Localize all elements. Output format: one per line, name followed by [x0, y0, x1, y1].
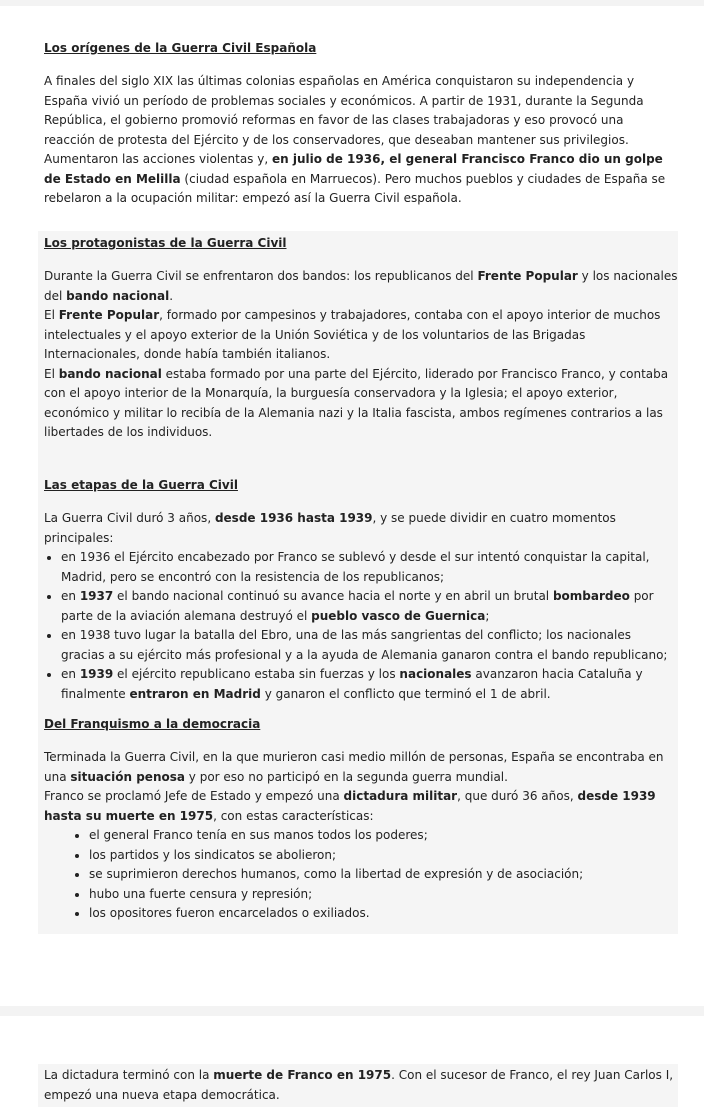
section-stages	[44, 476, 678, 704]
bold-text: en julio de 1936, el general Francisco Franco dio un golpe de Estado en Melilla	[44, 152, 663, 186]
list-item: • en 1937 el bando nacional continuó su avance hacia el norte y en abril un brutal bombardeo por parte de la aviación alemana destruyó el pueblo vasco de Guernica;	[61, 587, 678, 626]
section-title: Del Franquismo a la democracia	[44, 717, 261, 731]
paragraph: A finales del siglo XIX las últimas colonias españolas en América conquistaron su independencia y España vivió un período de problemas sociales y económicos. A partir de 1931, durante la Segunda República, el gobierno promovió reformas en favor de las clases trabajadoras y eso provocó una reacción de protesta del Ejército y de los conservadores, que deseaban mantener sus privilegios. Aumentaron las acciones violentas y, en julio de 1936, el general Francisco Franco dio un golpe de Estado en Melilla (ciudad española en Marruecos). Pero muchos pueblos y ciudades de España se rebelaron a la ocupación militar: empezó así la Guerra Civil española.	[44, 74, 666, 205]
paragraph: Durante la Guerra Civil se enfrentaron dos bandos: los republicanos del Frente Popular y los nacionales del bando nacional.	[44, 269, 678, 303]
bold-text: entraron en Madrid	[129, 686, 261, 701]
list-item: • los opositores fueron encarcelados o exiliados.	[89, 904, 678, 924]
section-title: Los orígenes de la Guerra Civil Española	[44, 41, 317, 55]
bold-text: dictadura militar	[343, 789, 458, 803]
bold-text: pueblo vasco de Guernica	[311, 608, 486, 623]
bold-text: desde 1939 hasta su muerte en 1975	[44, 789, 656, 823]
page-1	[0, 6, 704, 1006]
paragraph: Franco se proclamó Jefe de Estado y empezó una dictadura militar, que duró 36 años, desde 1939 hasta su muerte en 1975, con estas características:	[44, 789, 656, 823]
bold-text: desde 1936 hasta 1939	[214, 511, 373, 525]
section-protagonists	[44, 234, 678, 443]
bold-text: situación penosa	[70, 769, 185, 784]
section-democracy	[44, 1066, 678, 1105]
paragraph: La dictadura terminó con la muerte de Franco en 1975. Con el sucesor de Franco, el rey Juan Carlos I, empezó una nueva etapa democrática.	[44, 1068, 674, 1102]
stages-list	[44, 548, 678, 704]
paragraph: El bando nacional estaba formado por una parte del Ejército, liderado por Francisco Franco, y contaba con el apoyo interior de la Monarquía, la burguesía conservadora y la Iglesia; el apoyo exterior, económico y militar lo recibía de la Alemania nazi y la Italia fascista, ambos regímenes contrarios a las libertades de los individuos.	[44, 366, 669, 439]
bold-text: bombardeo	[552, 589, 630, 603]
list-item: • en 1939 el ejército republicano estaba sin fuerzas y los nacionales avanzaron hacia Cataluña y finalmente entraron en Madrid y ganaron el conflicto que terminó el 1 de abril.	[61, 665, 678, 704]
list-item: • el general Franco tenía en sus manos todos los poderes;	[89, 826, 678, 846]
bold-text: Frente Popular	[58, 308, 160, 322]
list-item: • en 1936 el Ejército encabezado por Franco se sublevó y desde el sur intentó conquistar la capital, Madrid, pero se encontró con la resistencia de los republicanos;	[61, 548, 678, 587]
characteristics-list	[44, 826, 678, 924]
bold-text: 1939	[79, 667, 114, 681]
bold-text: Frente Popular	[477, 269, 578, 283]
section-origins	[44, 39, 678, 209]
section-title: Las etapas de la Guerra Civil	[44, 478, 238, 492]
paragraph: El Frente Popular, formado por campesinos y trabajadores, contaba con el apoyo interior de muchos intelectuales y el apoyo exterior de la Unión Soviética y de los voluntarios de las Brigadas Internacionales, donde había también italianos.	[44, 308, 661, 361]
bold-text: 1937	[79, 589, 114, 603]
list-item: • se suprimieron derechos humanos, como la libertad de expresión y de asociación;	[89, 865, 678, 885]
bold-text: muerte de Franco en 1975	[213, 1068, 392, 1082]
bold-text: bando nacional	[66, 288, 170, 303]
bold-text: bando nacional	[58, 366, 162, 381]
paragraph: Terminada la Guerra Civil, en la que murieron casi medio millón de personas, España se encontraba en una situación penosa y por eso no participó en la segunda guerra mundial.	[44, 750, 664, 784]
list-item: • hubo una fuerte censura y represión;	[89, 885, 678, 905]
list-item: • en 1938 tuvo lugar la batalla del Ebro, una de las más sangrientas del conflicto; los nacionales gracias a su ejército más profesional y a la ayuda de Alemania ganaron contra el bando republicano;	[61, 626, 678, 665]
list-item: • los partidos y los sindicatos se abolieron;	[89, 846, 678, 866]
section-francoism	[44, 715, 678, 924]
page-2	[0, 1016, 704, 1107]
paragraph: La Guerra Civil duró 3 años, desde 1936 hasta 1939, y se puede dividir en cuatro momentos principales:	[44, 511, 616, 545]
bold-text: nacionales	[399, 667, 472, 681]
section-title: Los protagonistas de la Guerra Civil	[44, 236, 287, 250]
